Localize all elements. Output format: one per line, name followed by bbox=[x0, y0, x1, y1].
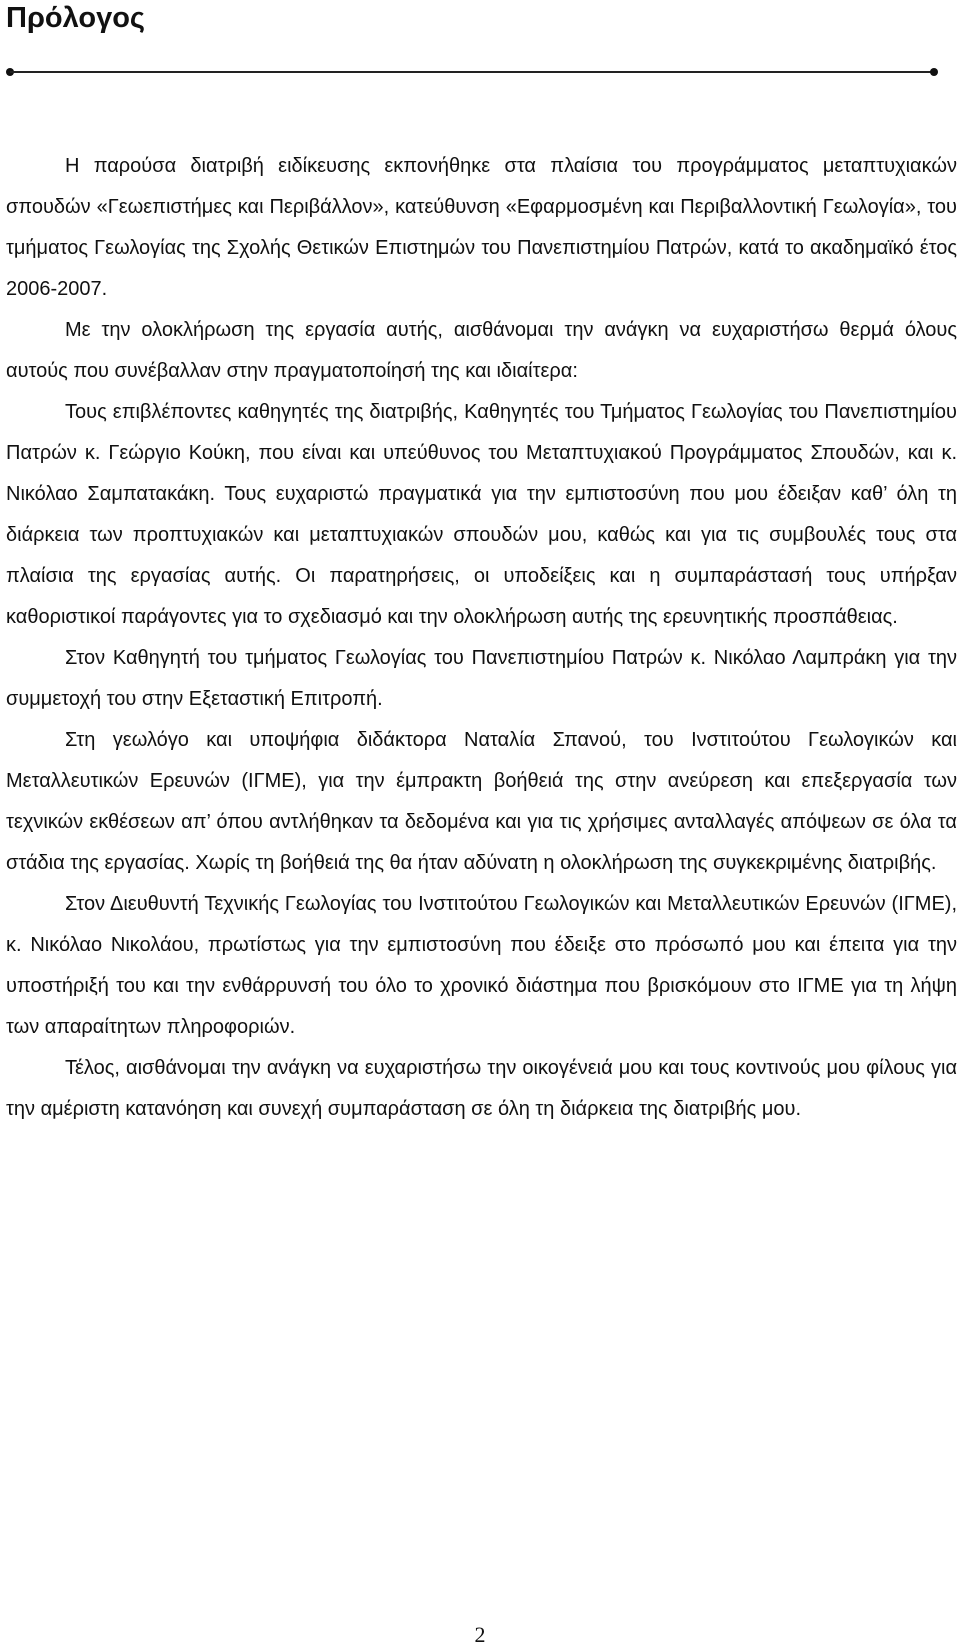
paragraph-committee: Στον Καθηγητή του τμήματος Γεωλογίας του Πανεπιστημίου Πατρών κ. Νικόλαο Λαμπράκη για την συμμετοχή του στην Εξεταστική Επιτροπή. bbox=[6, 647, 957, 710]
preface-body bbox=[6, 146, 957, 1130]
paragraph-supervisors: Τους επιβλέποντες καθηγητές της διατριβής, Καθηγητές του Τμήματος Γεωλογίας του Πανεπιστημίου Πατρών κ. Γεώργιο Κούκη, που είναι και υπεύθυνος του Μεταπτυχιακού Προγράμματος Σπουδών, και κ. Νικόλαο Σαμπατακάκη. Τους ευχαριστώ πραγματικά για την εμπιστοσύνη που μου έδειξαν καθ’ όλη τη διάρκεια των προπτυχιακών και μεταπτυχιακών σπουδών μου, καθώς και για τις συμβουλές τους στα πλαίσια της εργασίας αυτής. Οι παρατηρήσεις, οι υποδείξεις και η συμπαράστασή τους υπήρξαν καθοριστικοί παράγοντες για το σχεδιασμό και την ολοκλήρωση αυτής της ερευνητικής προσπάθειας. bbox=[6, 401, 957, 628]
paragraph-igme-geologist: Στη γεωλόγο και υποψήφια διδάκτορα Ναταλία Σπανού, του Ινστιτούτου Γεωλογικών και Μεταλλευτικών Ερευνών (ΙΓΜΕ), για την έμπρακτη βοήθειά της στην ανεύρεση και επεξεργασία των τεχνικών εκθέσεων απ’ όπου αντλήθηκαν τα δεδομένα και για τις χρήσιμες ανταλλαγές απόψεων σε όλα τα στάδια της εργασίας. Χωρίς τη βοήθειά της θα ήταν αδύνατη η ολοκλήρωση της συγκεκριμένης διατριβής. bbox=[6, 729, 957, 874]
title-divider bbox=[6, 67, 938, 77]
paragraph-igme-director: Στον Διευθυντή Τεχνικής Γεωλογίας του Ινστιτούτου Γεωλογικών και Μεταλλευτικών Ερευνών (ΙΓΜΕ), κ. Νικόλαο Νικολάου, πρωτίστως για την εμπιστοσύνη που έδειξε στο πρόσωπό μου και έπειτα για την υποστήριξή του και την ενθάρρυνσή του όλο το χρονικό διάστημα που βρισκόμουν στο ΙΓΜΕ για τη λήψη των απαραίτητων πληροφοριών. bbox=[6, 893, 957, 1038]
divider-line bbox=[10, 71, 934, 73]
page-title: Πρόλογος bbox=[6, 2, 146, 34]
page-number: 2 bbox=[474, 1622, 486, 1647]
divider-right-dot bbox=[930, 68, 938, 76]
paragraph-thesis-context: Η παρούσα διατριβή ειδίκευσης εκπονήθηκε στα πλαίσια του προγράμματος μεταπτυχιακών σπουδών «Γεωεπιστήμες και Περιβάλλον», κατεύθυνση «Εφαρμοσμένη και Περιβαλλοντική Γεωλογία», του τμήματος Γεωλογίας της Σχολής Θετικών Επιστημών του Πανεπιστημίου Πατρών, κατά το ακαδημαϊκό έτος 2006-2007. bbox=[6, 155, 957, 300]
paragraph-thanks-intro: Με την ολοκλήρωση της εργασία αυτής, αισθάνομαι την ανάγκη να ευχαριστήσω θερμά όλους αυτούς που συνέβαλλαν στην πραγματοποίησή της και ιδιαίτερα: bbox=[6, 319, 957, 382]
paragraph-family: Τέλος, αισθάνομαι την ανάγκη να ευχαριστήσω την οικογένειά μου και τους κοντινούς μου φίλους για την αμέριστη κατανόηση και συνεχή συμπαράσταση σε όλη τη διάρκεια της διατριβής μου. bbox=[6, 1057, 957, 1120]
